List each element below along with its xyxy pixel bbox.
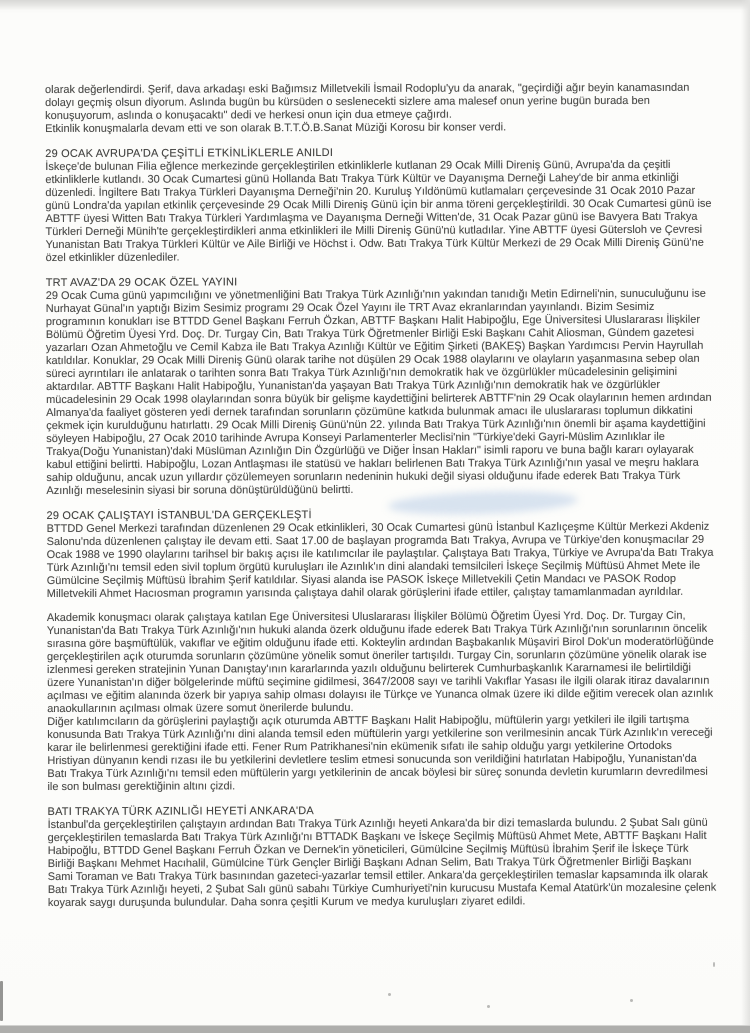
scanner-edge-bottom xyxy=(0,1025,750,1033)
section-heading: BATI TRAKYA TÜRK AZINLIĞI HEYETİ ANKARA'DA xyxy=(47,805,314,818)
scan-speck xyxy=(713,962,715,967)
paragraph: İskeçe'de bulunan Filia eğlence merkezinde gerçekleştirilen etkinliklerle kutlanan 29 Ocak Milli Direniş Günü, Avrupa'da da çeşitli etkinliklerle kutlandı. 30 Ocak Cumartesi günü Hollanda Batı Trakya Türk Kültür ve Dayanışma Derneği Lahey'de bir anma etkinliği düzenledi. İngiltere Batı Trakya Türkleri Dayanışma Derneği'nin 20. Kuruluş Yıldönümü kutlamaları çerçevesinde 31 Ocak 2010 Pazar günü Londra'da yapılan etkinlik çerçevesinde 29 Ocak Milli Direniş Günü için bir anma töreni gerçekleştirildi. 30 Ocak Cumartesi günü ise ABTTF üyesi Witten Batı Trakya Türkleri Yardımlaşma ve Dayanışma Derneği Witten'de, 31 Ocak Pazar günü ise Bavyera Batı Trakya Türkleri Derneği Münih'te gerçekleştirdikleri anma etkinlikleri ile Milli Direniş Günü'nü kutladılar. Yine ABTTF üyesi Gütersloh ve Çevresi Yunanistan Batı Trakya Türkleri Kültür ve Aile Birliği ve Höchst i. Odw. Batı Trakya Türk Kültür Merkezi de 29 Ocak Milli Direniş Günü'ne özel etkinlikler düzenlediler. xyxy=(45,158,712,264)
scan-speck xyxy=(630,999,633,1002)
section-heading: 29 OCAK AVRUPA'DA ÇEŞİTLİ ETKİNLİKLERLE ANILDI xyxy=(45,146,334,160)
section-0 xyxy=(45,82,714,136)
paragraph: Diğer katılımcıların da görüşlerini paylaştığı açık oturumda ABTTF Başkanı Halit Habipoğlu, müftülerin yargı yetkileri ile ilgili tartışma konusunda Batı Trakya Türk Azınlığı'nı dini alanda temsil eden müftülerin yargı yetkilerine son verilmesinin ancak Türk Azınlık'ın vereceği karar ile belirlenmesi gerektiğini ifade etti. Fener Rum Patrikhanesi'nin ekümenik sıfatı ile sahip olduğu yargı yetkilerine Ortodoks Hristiyan dünyanın kendi rızası ile bu yetkilerini devletlere teslim etmesi sonucunda son verildiğini hatırlatan Habipoğlu, Yunanistan'da Batı Trakya Türk Azınlığı'nı temsil eden müftülerin yargı yetkilerinin de ancak böylesi bir süreç sonunda devletin kurumların devredilmesi ile son bulması gerektiğinin altını çizdi. xyxy=(47,713,713,793)
scanner-edge-top xyxy=(0,0,750,10)
paragraph: Akademik konuşmacı olarak çalıştaya katılan Ege Üniversitesi Uluslararası İlişkiler Bölümü Öğretim Üyesi Yrd. Doç. Dr. Turgay Cin, Yunanistan'da Batı Trakya Türk Azınlığı'nın hukuki alanda özerk olduğunu ifade ederek Batı Trakya Türk Azınlığı'nın sorunlarının öncelik sırasına göre başmüftülük, vakıflar ve eğitim olduğunu ifade etti. Kokteylin ardından Başbakanlık Müşaviri Birol Dok'un moderatörlüğünde gerçekleştirilen açık oturumda sorunların çözümüne yönelik somut öneriler tartışıldı. Turgay Cin, sorunların çözümüne yönelik olarak ise izlenmesi gereken stratejinin Yunan Danıştay'ının kararlarında yazılı olduğunu belirterek Cumhurbaşkanlık Kararnamesi ile belirtildiği üzere Yunanistan'ın diğer bölgelerinde müftü seçimine gidilmesi, 3647/2008 sayı ve tarihli Vakıflar Yasası ile ilgili olarak itiraz davalarının açılması ve eğitim alanında özerk bir yapıya sahip olması dolayısı ile Türkçe ve Yunanca olmak üzere iki dilde eğitim verecek olan azınlık anaokullarının açılması olmak üzere somut önerilerde bulundu. xyxy=(46,609,714,715)
paragraph: Etkinlik konuşmalarla devam etti ve son olarak B.T.T.Ö.B.Sanat Müziği Korosu bir konser verdi. xyxy=(45,121,507,135)
section-heading: TRT AVAZ'DA 29 OCAK ÖZEL YAYINI xyxy=(45,276,238,289)
scanner-edge-right xyxy=(741,0,750,1033)
paragraph: İstanbul'da gerçekleştirilen çalıştayın ardından Batı Trakya Türk Azınlığı heyeti Ankara'da bir dizi temaslarda bulundu. 2 Şubat Salı günü gerçekleştirilen temaslarda Batı Trakya Türk Azınlığı'nı BTTADK Başkanı ve İskeçe Seçilmiş Müftüsü Ahmet Mete, ABTTF Başkanı Halit Habipoğlu, BTTDD Genel Başkanı Ferruh Özkan ve Dernek'in yöneticileri, Gümülcine Seçilmiş Müftüsü İbrahim Şerif ile İskeçe Türk Birliği Başkanı Mehmet Hacıhalil, Gümülcine Türk Gençler Birliği Başkanı Adnan Selim, Batı Trakya Türk Öğretmenler Birliği Başkanı Sami Toraman ve Batı Trakya Türk basınından gazeteci-yazarlar temsil ettiler. Ankara'da gerçekleştirilen temaslar kapsamında ilk olarak Batı Trakya Türk Azınlığı heyeti, 2 Şubat Salı günü sabahı Türkiye Cumhuriyeti'nin kurucusu Mustafa Kemal Atatürk'ün mozalesine çelenk koyarak saygı duruşunda bulundular. Daha sonra çeşitli Kurum ve medya kuruluşları ziyaret edildi. xyxy=(47,816,717,909)
section-3 xyxy=(46,508,716,794)
paragraph: 29 Ocak Cuma günü yapımcılığını ve yönetmenliğini Batı Trakya Türk Azınlığı'nın yakından tanıdığı Metin Edirneli'nin, sunuculuğunu ise Nurhayat Günal'ın yaptığı Bizim Sesimiz programı 29 Ocak Özel Yayını ile TRT Avaz ekranlarından yayınlandı. Bizim Sesimiz programının konukları ise BTTDD Genel Başkanı Ferruh Özkan, ABTTF Başkanı Halit Habipoğlu, Ege Üniversitesi Uluslararası İlişkiler Bölümü Öğretim Üyesi Yrd. Doç. Dr. Turgay Cin, Batı Trakya Türk Öğretmenler Birliği Eski Başkanı Cahit Aliosman, Gündem gazetesi yazarları Ozan Ahmetoğlu ve Cemil Kabza ile Batı Trakya Azınlığı Kültür ve Eğitim Şirketi (BAKEŞ) Başkan Yardımcısı Pervin Hayrullah katıldılar. Konuklar, 29 Ocak Milli Direniş Günü olarak tarihe not düşülen 29 Ocak 1988 olaylarını ve olayların yaşanmasına sebep olan süreci ayrıntıları ile anlatarak o tarihten sonra Batı Trakya Türk Azınlığı'nın demokratik hak ve özgürlükler mücadelesinin gelişimini aktardılar. ABTTF Başkanı Halit Habipoğlu, Yunanistan'da yaşayan Batı Trakya Türk Azınlığı'nın demokratik hak ve özgürlükler mücadelesinin 29 Ocak 1998 olaylarından sonra büyük bir gelişme kaydettiğini belirterek ABTTF'nin 29 Ocak olaylarının hemen ardından Almanya'da faaliyet gösteren yedi dernek tarafından sorunların çözümüne katkıda bulunmak amacı ile uluslararası toplumun dikkatini çekmek için kurulduğunu hatırlattı. 29 Ocak Milli Direniş Günü'nün 22. yılında Batı Trakya Türk Azınlığı'nın önemli bir aşama kaydettiğini söyleyen Habipoğlu, 27 Ocak 2010 tarihinde Avrupa Konseyi Parlamenterler Meclisi'nin "Türkiye'deki Gayri-Müslim Azınlıklar ile Trakya(Doğu Yunanistan)'daki Müslüman Azınlığın Din Özgürlüğü ve Diğer İnsan Hakları" isimli raporu ve buna bağlı kararı oylayarak kabul ettiğini belirtti. Habipoğlu, Lozan Antlaşması ile statüsü ve hakları belirlenen Batı Trakya Türk Azınlığı'nın yasal ve meşru haklara sahip olduğunu, ancak uzun yıllardır çözülemeyen sorunların nedeninin hukuki değil siyasi olduğunu ifade ederek Batı Trakya Türk Azınlığı meselesinin siyasi bir soruna dönüştürüldüğünü belirtti. xyxy=(45,287,712,497)
scanner-edge-left-mark xyxy=(0,981,3,1021)
paragraph: olarak değerlendirdi. Şerif, dava arkadaşı eski Bağımsız Milletvekili İsmail Rodoplu'yu da anarak, "geçirdiği ağır beyin kanamasından dolayı geçmiş olsun diyorum. Aslında bugün bu kürsüden o seslenecekti sizlere ama malesef onun yerine bugün burada ben konuşuyorum, aslında o konuşacaktı" dedi ve herkesi onun için dua etmeye çağırdı. xyxy=(45,81,690,122)
document-text-block xyxy=(45,82,717,910)
scan-speck xyxy=(388,993,391,996)
section-2 xyxy=(46,275,716,498)
scan-speck xyxy=(487,1005,490,1008)
section-4 xyxy=(48,804,717,910)
section-heading: 29 OCAK ÇALIŞTAYI İSTANBUL'DA GERÇEKLEŞTİ xyxy=(46,509,312,522)
section-1 xyxy=(45,146,714,265)
paragraph: BTTDD Genel Merkezi tarafından düzenlenen 29 Ocak etkinlikleri, 30 Ocak Cumartesi günü İstanbul Kazlıçeşme Kültür Merkezi Akdeniz Salonu'nda düzenlenen çalıştay ile devam etti. Saat 17.00 de başlayan programda Batı Trakya, Avrupa ve Türkiye'den konuşmacılar 29 Ocak 1988 ve 1990 olaylarını tarihsel bir bakış açısı ile katılımcılar ile paylaştılar. Çalıştaya Batı Trakya, Türkiye ve Avrupa'da Batı Trakya Türk Azınlığı'nı temsil eden sivil toplum örgütü kuruluşları ile Azınlık'ın dini alandaki temsilcileri İskeçe Seçilmiş Müftüsü Ahmet Mete ile Gümülcine Seçilmiş Müftüsü İbrahim Şerif katıldılar. Siyasi alanda ise PASOK İskeçe Milletvekili Çetin Mandacı ve PASOK Rodop Milletvekili Ahmet Hacıosman programın yarısında çalıştaya dahil olarak görüşlerini ifade ettiler, çalıştay tamamlanmadan ayrıldılar. xyxy=(46,520,714,600)
